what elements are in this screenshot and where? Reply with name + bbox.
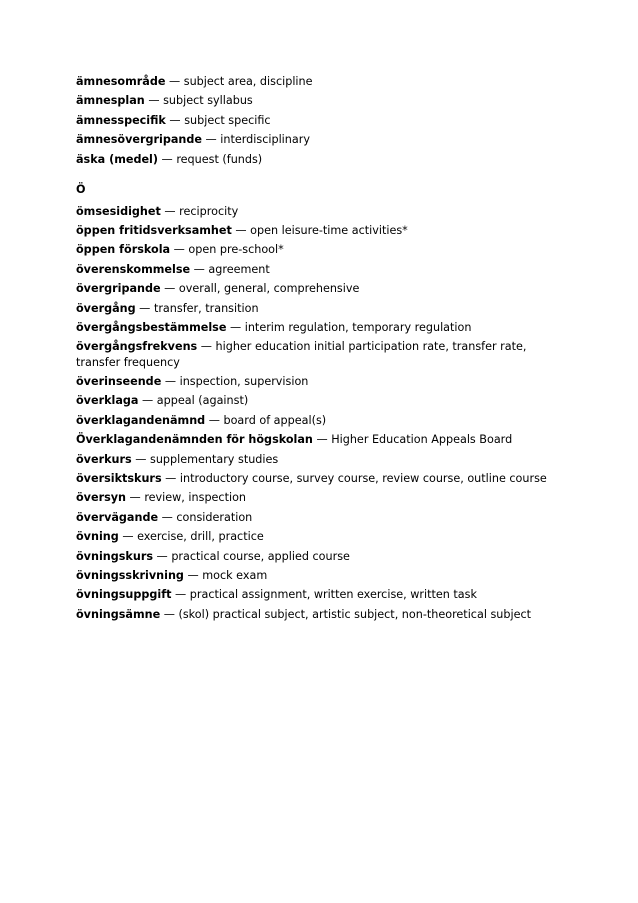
entry-term: övergångsfrekvens bbox=[76, 340, 198, 354]
entry-term: övervägande bbox=[76, 510, 159, 524]
entry-separator: — bbox=[118, 530, 138, 544]
section-letter: Ö bbox=[76, 183, 86, 197]
glossary-entry bbox=[76, 432, 566, 447]
entry-separator: — bbox=[160, 607, 179, 621]
glossary-entry bbox=[76, 152, 566, 167]
glossary-entry bbox=[76, 132, 566, 147]
entry-definition: inspection, supervision bbox=[179, 375, 309, 389]
entry-definition: consideration bbox=[176, 510, 253, 524]
glossary-entry bbox=[76, 529, 566, 544]
entry-term: övergång bbox=[76, 301, 136, 315]
entry-definition: interdisciplinary bbox=[220, 133, 310, 147]
glossary-entry bbox=[76, 568, 566, 583]
glossary-entry bbox=[76, 413, 566, 428]
entry-definition: (skol) practical subject, artistic subject, non-theoretical subject bbox=[178, 607, 532, 621]
entry-definition: request (funds) bbox=[176, 152, 263, 166]
glossary-entry bbox=[76, 301, 566, 316]
glossary-entry bbox=[76, 204, 566, 219]
entry-separator: — bbox=[201, 133, 221, 147]
entry-term: ämnesområde bbox=[76, 75, 166, 88]
entry-term: övning bbox=[76, 530, 119, 544]
entry-term: öppen fritidsverksamhet bbox=[76, 224, 232, 238]
entry-term: överinseende bbox=[76, 375, 162, 389]
entry-separator: — bbox=[161, 472, 180, 486]
glossary-entry bbox=[76, 320, 566, 335]
entry-definition: subject syllabus bbox=[163, 94, 253, 108]
glossary-entry bbox=[76, 223, 566, 238]
entry-term: ömsesidighet bbox=[76, 204, 161, 218]
entry-definition: exercise, drill, practice bbox=[137, 530, 264, 544]
entry-separator: — bbox=[153, 549, 172, 563]
entry-term: äska (medel) bbox=[76, 152, 158, 166]
entry-separator: — bbox=[161, 375, 180, 389]
entry-term: överklaga bbox=[76, 394, 139, 408]
entry-definition: transfer, transition bbox=[153, 301, 259, 315]
entry-term: övergångsbestämmelse bbox=[76, 321, 227, 334]
glossary-entry bbox=[76, 74, 566, 89]
glossary-entry bbox=[76, 587, 566, 602]
glossary-entry bbox=[76, 281, 566, 296]
entry-term: övningskurs bbox=[76, 549, 153, 563]
entry-definition: overall, general, comprehensive bbox=[178, 282, 360, 296]
entry-separator: — bbox=[171, 588, 190, 602]
glossary-entry bbox=[76, 490, 566, 505]
entry-term: överklagandenämnd bbox=[76, 413, 206, 427]
entry-definition: Higher Education Appeals Board bbox=[331, 433, 513, 447]
entry-definition: agreement bbox=[208, 262, 270, 276]
entry-term: ämnesspecifik bbox=[76, 113, 166, 127]
entry-term: överenskommelse bbox=[76, 262, 191, 276]
entry-separator: — bbox=[197, 340, 216, 354]
entry-definition: mock exam bbox=[202, 568, 268, 582]
entry-definition: reciprocity bbox=[179, 204, 239, 218]
entry-definition: board of appeal(s) bbox=[223, 413, 327, 427]
glossary-entry bbox=[76, 607, 566, 622]
entry-separator: — bbox=[183, 568, 203, 582]
entry-separator: — bbox=[158, 510, 177, 524]
entry-separator: — bbox=[165, 75, 184, 88]
entry-term: övergripande bbox=[76, 282, 161, 296]
entry-separator: — bbox=[190, 262, 209, 276]
entry-term: övningsskrivning bbox=[76, 568, 184, 582]
entry-term: ämnesövergripande bbox=[76, 133, 202, 147]
entry-definition: practical course, applied course bbox=[171, 549, 350, 563]
entry-separator: — bbox=[170, 243, 189, 257]
entry-term: övningsämne bbox=[76, 607, 161, 621]
entry-separator: — bbox=[160, 204, 180, 218]
entry-definition: interim regulation, temporary regulation bbox=[244, 321, 472, 334]
entry-term: översyn bbox=[76, 491, 126, 505]
entry-term: öppen förskola bbox=[76, 243, 171, 257]
glossary-entry bbox=[76, 374, 566, 389]
glossary-entry bbox=[76, 510, 566, 525]
entry-separator: — bbox=[126, 491, 145, 505]
glossary-entry bbox=[76, 113, 566, 128]
glossary-entry bbox=[76, 549, 566, 564]
entry-definition: practical assignment, written exercise, written task bbox=[189, 588, 477, 602]
entry-term: översiktskurs bbox=[76, 472, 162, 486]
entry-separator: — bbox=[135, 301, 154, 315]
glossary-group-a-umlaut bbox=[76, 74, 566, 167]
glossary-entry bbox=[76, 242, 566, 257]
entry-definition: supplementary studies bbox=[149, 452, 279, 466]
entry-definition: review, inspection bbox=[144, 491, 247, 505]
glossary-entry bbox=[76, 339, 566, 370]
entry-definition: subject specific bbox=[184, 113, 271, 127]
entry-separator: — bbox=[160, 282, 179, 296]
entry-definition: introductory course, survey course, review course, outline course bbox=[179, 472, 547, 486]
entry-separator: — bbox=[231, 224, 251, 238]
glossary-page bbox=[76, 74, 566, 626]
entry-term: ämnesplan bbox=[76, 94, 145, 108]
glossary-entry bbox=[76, 452, 566, 467]
glossary-group-o-umlaut bbox=[76, 204, 566, 622]
entry-separator: — bbox=[138, 394, 157, 408]
entry-separator: — bbox=[165, 113, 185, 127]
entry-separator: — bbox=[158, 152, 177, 166]
glossary-entry bbox=[76, 93, 566, 108]
entry-separator: — bbox=[226, 321, 245, 334]
entry-term: Överklagandenämnden för högskolan bbox=[76, 433, 313, 447]
entry-separator: — bbox=[144, 94, 164, 108]
glossary-entry bbox=[76, 262, 566, 277]
entry-definition: appeal (against) bbox=[156, 394, 249, 408]
entry-separator: — bbox=[205, 413, 224, 427]
entry-term: övningsuppgift bbox=[76, 588, 172, 602]
glossary-entry bbox=[76, 393, 566, 408]
glossary-entry bbox=[76, 471, 566, 486]
entry-definition: open pre-school* bbox=[188, 243, 284, 257]
entry-separator: — bbox=[312, 433, 332, 447]
entry-definition: open leisure-time activities* bbox=[250, 224, 408, 238]
entry-definition: higher education initial participation rate, transfer rate, transfer frequency bbox=[76, 340, 527, 369]
entry-term: överkurs bbox=[76, 452, 132, 466]
entry-definition: subject area, discipline bbox=[183, 75, 313, 88]
entry-separator: — bbox=[131, 452, 150, 466]
